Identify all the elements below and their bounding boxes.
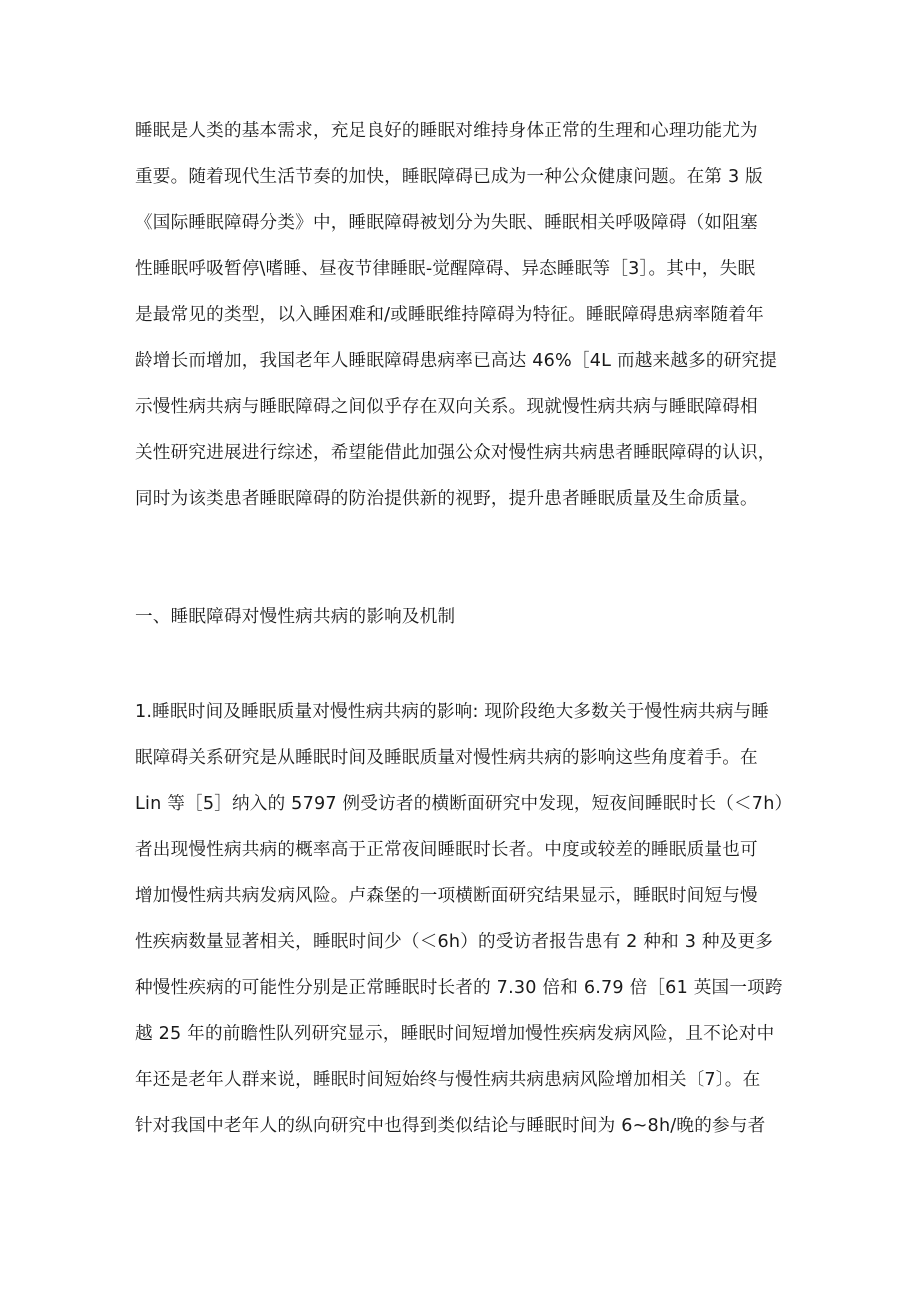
section1-line-6: 性疾病数量显著相关，睡眠时间少（＜6h）的受访者报告患有 2 种和 3 种及更多 [135,932,774,952]
section1-line-4: 者出现慢性病共病的概率高于正常夜间睡眠时长者。中度或较差的睡眠质量也可 [135,840,758,860]
intro-line-7: 示慢性病共病与睡眠障碍之间似乎存在双向关系。现就慢性病共病与睡眠障碍相 [135,397,758,417]
section1-line-8: 越 25 年的前瞻性队列研究显示，睡眠时间短增加慢性疾病发病风险，且不论对中 [135,1024,775,1044]
intro-line-3: 《国际睡眠障碍分类》中，睡眠障碍被划分为失眠、睡眠相关呼吸障碍（如阻塞 [135,213,758,233]
section1-line-9: 年还是老年人群来说，睡眠时间短始终与慢性病共病患病风险增加相关〔7〕。在 [135,1070,761,1090]
intro-line-1: 睡眠是人类的基本需求，充足良好的睡眠对维持身体正常的生理和心理功能尤为 [135,121,758,141]
intro-line-8: 关性研究进展进行综述，希望能借此加强公众对慢性病共病患者睡眠障碍的认识， [135,443,776,463]
section1-line-3: Lin 等［5］纳入的 5797 例受访者的横断面研究中发现，短夜间睡眠时长（＜7h） [135,794,793,814]
section1-line-1: 1.睡眠时间及睡眠质量对慢性病共病的影响: 现阶段绝大多数关于慢性病共病与睡 [135,702,770,722]
section1-line-2: 眠障碍关系研究是从睡眠时间及睡眠质量对慢性病共病的影响这些角度着手。在 [135,748,758,768]
section-heading: 一、睡眠障碍对慢性病共病的影响及机制 [135,607,456,627]
intro-line-9: 同时为该类患者睡眠障碍的防治提供新的视野，提升患者睡眠质量及生命质量。 [135,489,758,509]
intro-line-4: 性睡眠呼吸暂停\嗜睡、昼夜节律睡眠-觉醒障碍、异态睡眠等［3］。其中，失眠 [135,259,756,279]
section1-line-7: 种慢性疾病的可能性分别是正常睡眠时长者的 7.30 倍和 6.79 倍［61 英国一项跨 [135,978,783,998]
section1-line-5: 增加慢性病共病发病风险。卢森堡的一项横断面研究结果显示，睡眠时间短与慢 [135,886,758,906]
intro-line-6: 龄增长而增加，我国老年人睡眠障碍患病率已高达 46%［4L 而越来越多的研究提 [135,351,778,371]
intro-line-5: 是最常见的类型，以入睡困难和/或睡眠维持障碍为特征。睡眠障碍患病率随着年 [135,305,764,325]
intro-line-2: 重要。随着现代生活节奏的加快，睡眠障碍已成为一种公众健康问题。在第 3 版 [135,167,763,187]
section1-line-10: 针对我国中老年人的纵向研究中也得到类似结论与睡眠时间为 6~8h/晚的参与者 [135,1116,766,1136]
